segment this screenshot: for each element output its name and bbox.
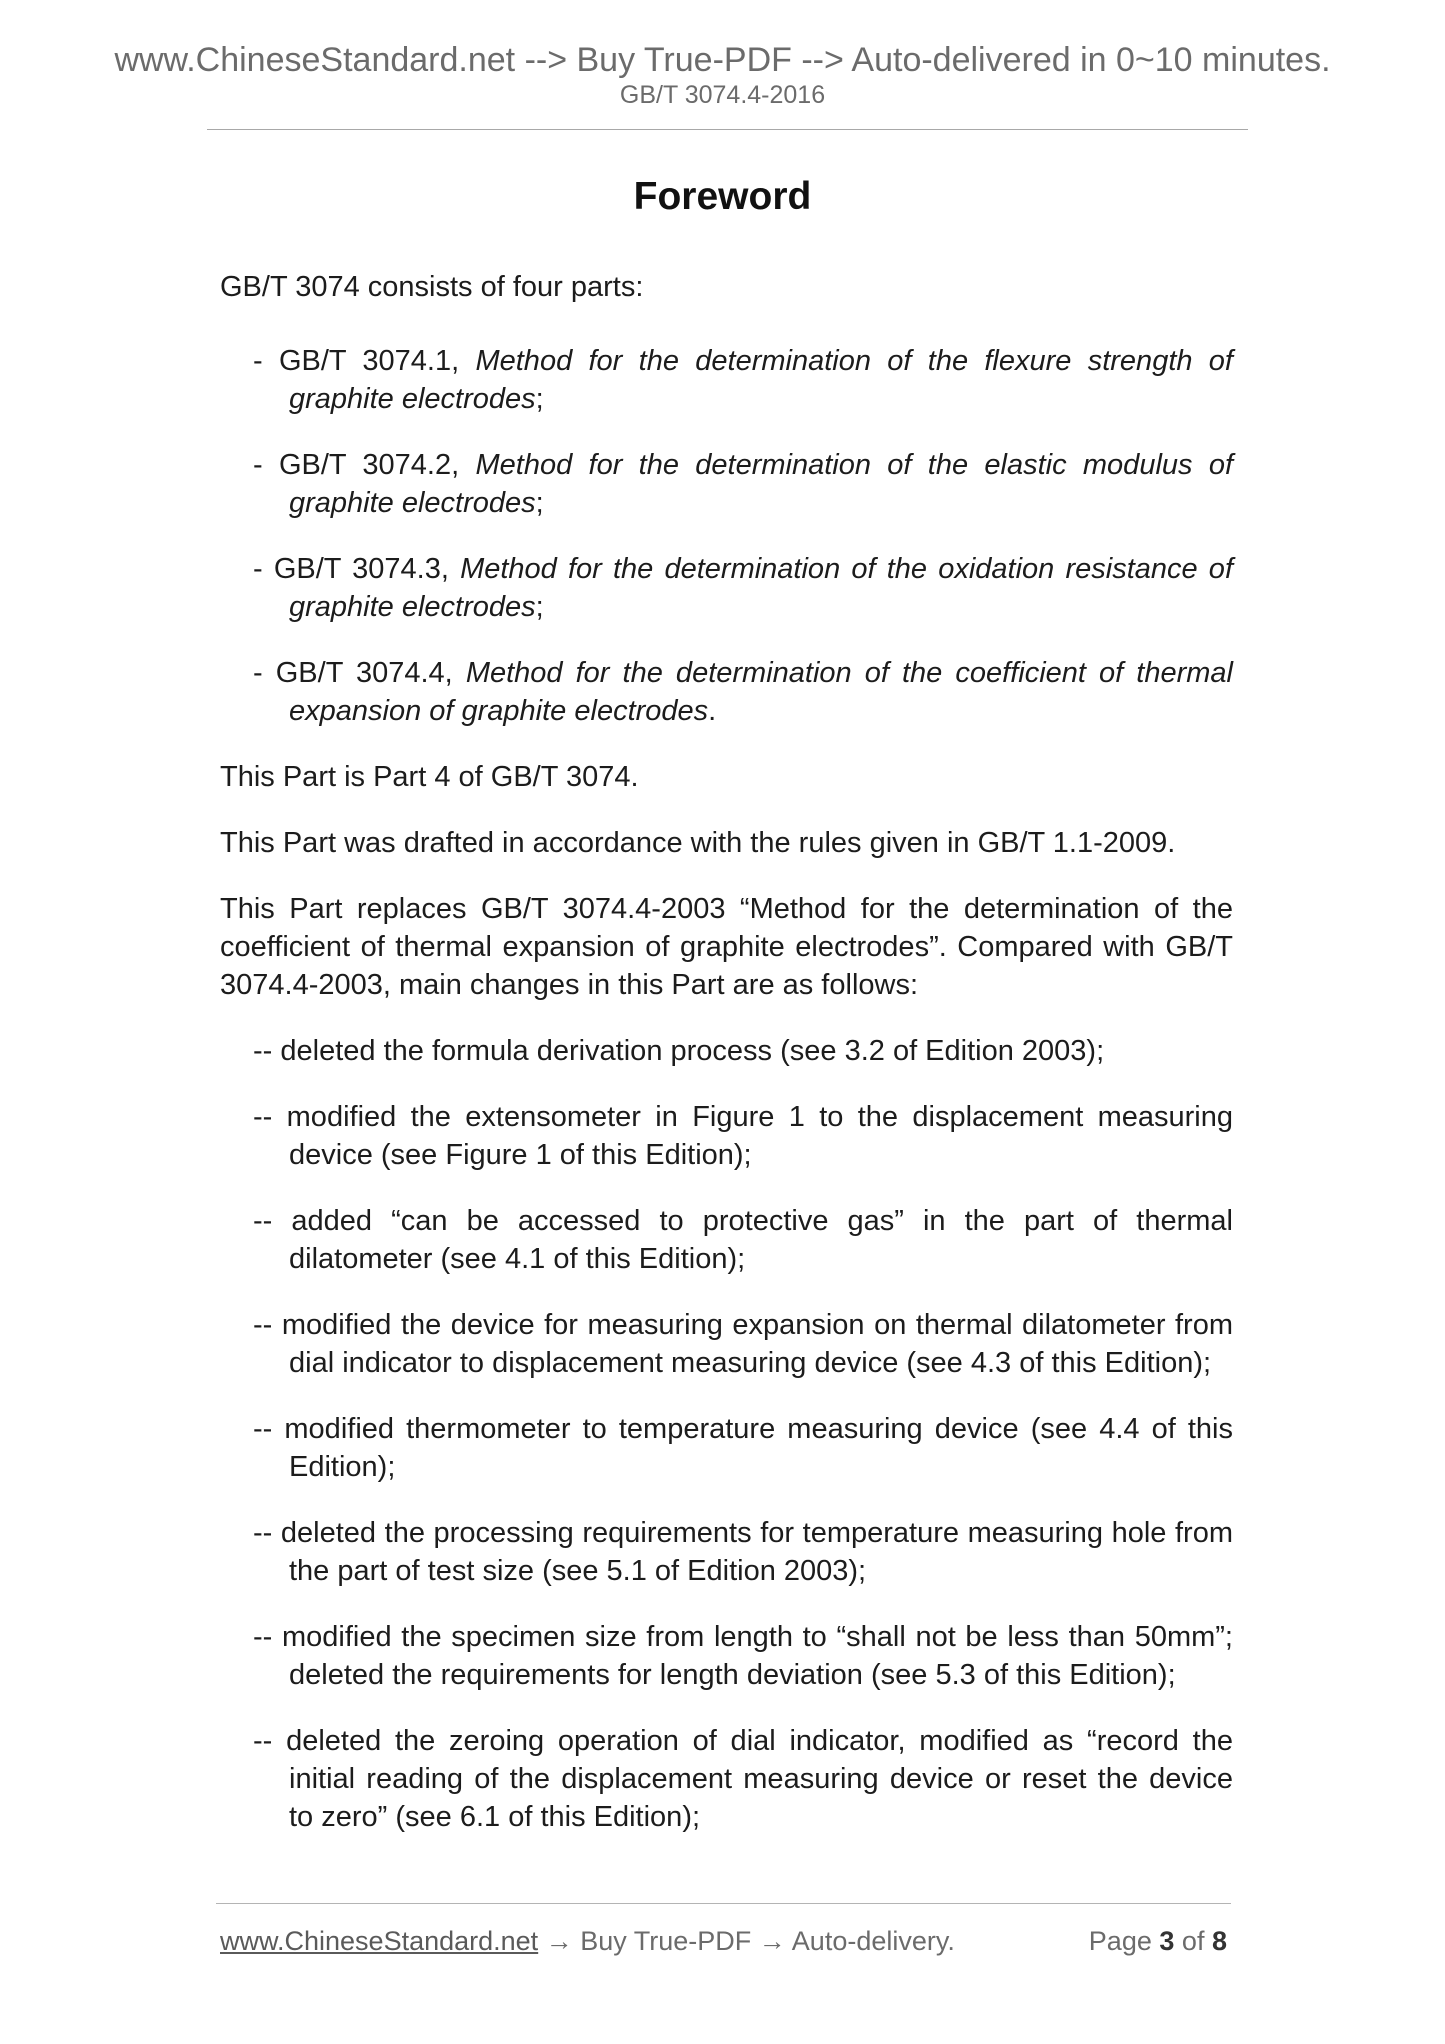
page-label: Page [1088, 1926, 1152, 1956]
part-suffix: ; [535, 383, 544, 415]
document-body [220, 268, 1233, 1864]
page-of-label: of [1181, 1926, 1205, 1956]
page-number [1089, 1924, 1227, 1958]
part-suffix: ; [535, 591, 544, 623]
part-item [220, 446, 1233, 522]
header-banner: www.ChineseStandard.net --> Buy True-PDF --> Auto-delivered in 0~10 minutes. [114, 41, 1331, 79]
part-code: - GB/T 3074.3, [253, 553, 461, 585]
change-item: -- modified the device for measuring expansion on thermal dilatometer from dial indicator to displacement measuring device (see 4.3 of this Edition); [253, 1309, 1233, 1379]
part-code: - GB/T 3074.2, [253, 449, 476, 481]
document-code: GB/T 3074.4-2016 [619, 81, 826, 109]
replacement-statement: This Part replaces GB/T 3074.4-2003 “Method for the determination of the coefficient of thermal expansion of graphite electrodes”. Compared with GB/T 3074.4-2003, main changes in this Part are as follows: [220, 893, 1233, 1001]
part-suffix: . [708, 695, 717, 727]
drafting-statement: This Part was drafted in accordance with the rules given in GB/T 1.1-2009. [220, 827, 1176, 859]
part-title: Method for the determination of the coefficient of thermal expansion of graphite electrodes [289, 657, 1234, 727]
arrow-icon: → [545, 1926, 573, 1956]
change-item: -- deleted the zeroing operation of dial indicator, modified as “record the initial reading of the displacement measuring device or reset the device to zero” (see 6.1 of this Edition); [253, 1725, 1233, 1833]
part-code: - GB/T 3074.1, [253, 345, 476, 377]
part-item [220, 342, 1233, 418]
part-title: Method for the determination of the flexure strength of graphite electrodes [289, 345, 1233, 415]
site-link[interactable]: www.ChineseStandard.net [220, 1926, 539, 1956]
change-item: -- added “can be accessed to protective gas” in the part of thermal dilatometer (see 4.1 of this Edition); [253, 1205, 1233, 1275]
part-title: Method for the determination of the elastic modulus of graphite electrodes [289, 449, 1234, 519]
change-item: -- modified the extensometer in Figure 1 to the displacement measuring device (see Figure 1 of this Edition); [253, 1101, 1233, 1171]
part-suffix: ; [535, 487, 544, 519]
change-item: -- deleted the processing requirements for temperature measuring hole from the part of test size (see 5.1 of Edition 2003); [253, 1517, 1233, 1587]
buy-true-pdf-text: Buy True-PDF [580, 1926, 752, 1956]
page-footer [220, 1924, 1227, 1960]
footer-divider [216, 1903, 1231, 1904]
change-item: -- modified the specimen size from length to “shall not be less than 50mm”; deleted the requirements for length deviation (see 5.3 of this Edition); [253, 1621, 1233, 1691]
part-item [220, 654, 1233, 730]
page-current: 3 [1159, 1926, 1175, 1956]
intro-paragraph: GB/T 3074 consists of four parts: [220, 271, 644, 303]
auto-delivery-text: Auto-delivery. [791, 1926, 955, 1956]
part-item [220, 550, 1233, 626]
arrow-icon: → [758, 1926, 786, 1956]
change-item: -- modified thermometer to temperature measuring device (see 4.4 of this Edition); [253, 1413, 1233, 1483]
part-statement: This Part is Part 4 of GB/T 3074. [220, 761, 639, 793]
page-total: 8 [1211, 1926, 1227, 1956]
header-divider [207, 129, 1248, 130]
part-title: Method for the determination of the oxidation resistance of graphite electrodes [289, 553, 1233, 623]
footer-links [220, 1924, 955, 1958]
part-code: - GB/T 3074.4, [253, 657, 466, 689]
page-title: Foreword [633, 175, 812, 218]
change-item: -- deleted the formula derivation process (see 3.2 of Edition 2003); [253, 1035, 1105, 1067]
